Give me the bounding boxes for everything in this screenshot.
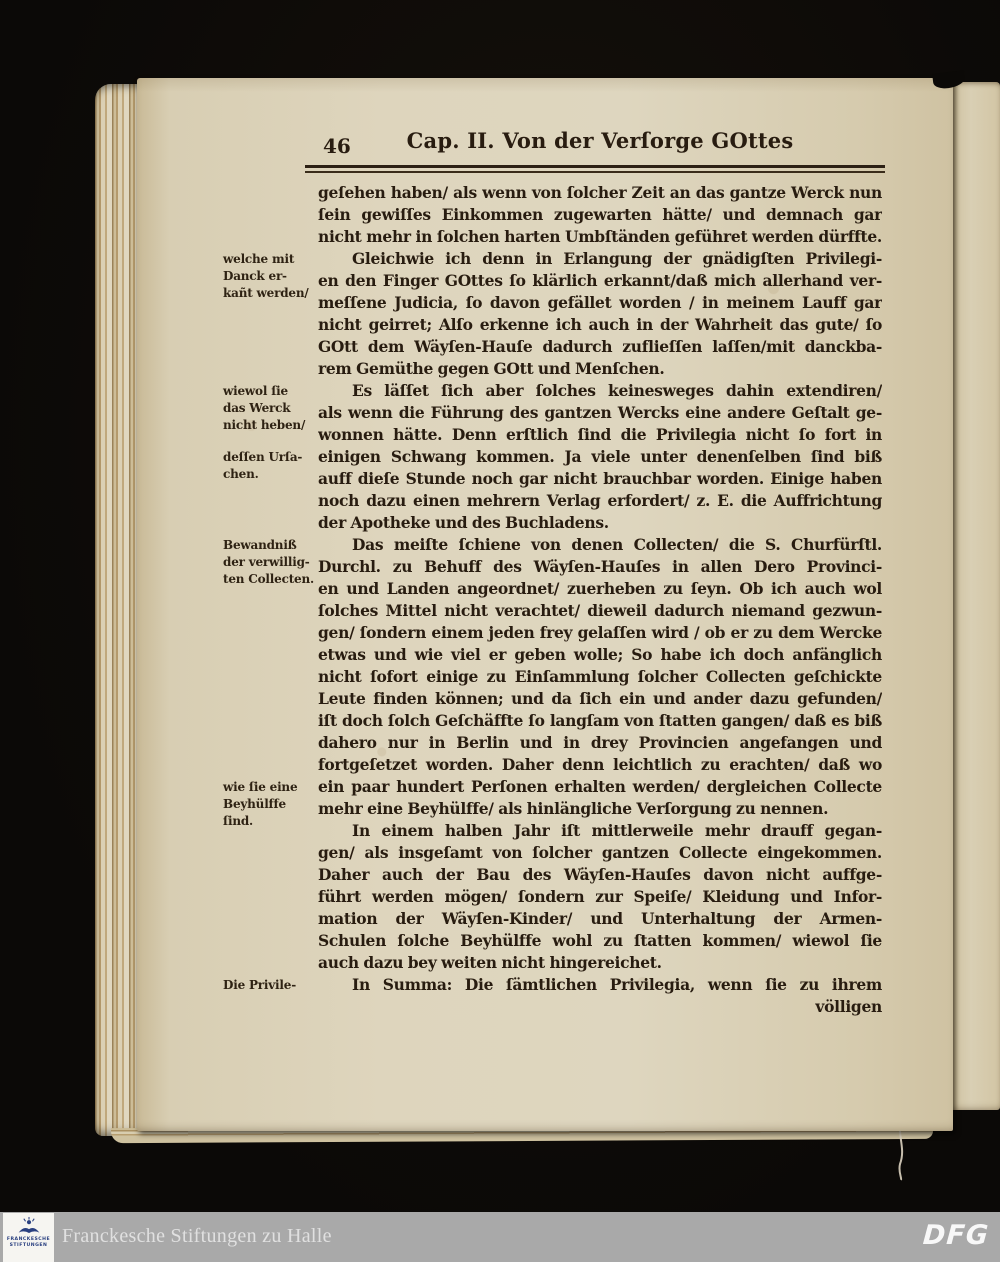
body-line: Gleichwie ich denn in Erlangung der gnädigſten Privilegi-: [352, 249, 882, 268]
institution-name: Franckesche Stiftungen zu Halle: [62, 1225, 332, 1247]
body-line: völligen: [815, 997, 882, 1016]
margin-note: [223, 383, 319, 434]
logo-caption-line2: STIFTUNGEN: [9, 1242, 48, 1248]
body-line: en und Landen angeordnet/ zuerheben zu ſeyn. Ob ich auch wol: [318, 579, 882, 598]
body-line: Es läſſet ſich aber ſolches keinesweges dahin extendiren/: [352, 381, 882, 400]
body-line: en den Finger GOttes ſo klärlich erkannt/daß mich allerhand ver-: [318, 271, 882, 290]
body-line: meſſene Judicia, ſo davon gefället worden / in meinem Lauff gar: [318, 293, 882, 312]
body-line: einigen Schwang kommen. Ja viele unter denenſelben ſind biß: [318, 447, 882, 466]
body-line: fortgeſetzet worden. Daher denn leichtlich zu erachten/ daß wo: [318, 755, 882, 774]
margin-note: [223, 977, 319, 994]
book-page: [137, 78, 953, 1131]
body-line: nicht ſofort einige zu Einſammlung ſolcher Collecten geſchickte: [318, 667, 882, 686]
body-line: GOtt dem Wäyſen-Hauſe dadurch zuflieſſen laſſen/mit danckba-: [318, 337, 882, 356]
body-line: In einem halben Jahr iſt mittlerweile mehr drauff gegan-: [352, 821, 882, 840]
running-header: Cap. II. Von der Verſorge GOttes: [406, 128, 794, 153]
body-line: In Summa: Die ſämtlichen Privilegia, wenn ſie zu ihrem: [352, 975, 882, 994]
margin-note-line: wiewol ſie: [223, 384, 288, 398]
body-line: nicht geirret; Alſo erkenne ich auch in der Wahrheit das gute/ ſo: [318, 315, 882, 334]
margin-note-line: nicht heben/: [223, 418, 306, 432]
body-line: wonnen hätte. Denn erſtlich ſind die Privilegia nicht ſo fort in: [318, 425, 882, 444]
body-line: geſehen haben/ als wenn von ſolcher Zeit an das gantze Werck nun: [318, 183, 882, 202]
margin-note-line: Danck er-: [223, 269, 287, 283]
body-line: gen/ ſondern einem jeden frey gelaſſen wird / ob er zu dem Wercke: [318, 623, 882, 642]
body-line: dahero nur in Berlin und in drey Provincien angefangen und: [318, 733, 882, 752]
body-line: der Apotheke und des Buchladens.: [318, 513, 609, 532]
margin-note-line: das Werck: [223, 401, 291, 415]
margin-note-line: der verwillig-: [223, 555, 310, 569]
margin-note-line: chen.: [223, 467, 259, 481]
footer-bar: [0, 1212, 1000, 1262]
body-line: auff dieſe Stunde noch gar nicht brauchbar worden. Einige haben: [318, 469, 882, 488]
body-line: Daher auch der Bau des Wäyſen-Hauſes davon nicht auffge-: [318, 865, 882, 884]
margin-note-line: deſſen Urſa-: [223, 450, 303, 464]
margin-note-line: kañt werden/: [223, 286, 309, 300]
body-line: Durchl. zu Behuff des Wäyſen-Hauſes in allen Dero Provinci-: [318, 557, 882, 576]
body-line: iſt doch ſolch Geſchäffte ſo langſam von ſtatten gangen/ daß es biß: [318, 711, 882, 730]
body-line: Schulen ſolche Beyhülffe wohl zu ſtatten kommen/ wiewol ſie: [318, 931, 882, 950]
dfg-logo: DFG: [921, 1220, 991, 1251]
body-line: als wenn die Führung des gantzen Wercks eine andere Geſtalt ge-: [318, 403, 882, 422]
margin-note: [223, 449, 319, 483]
body-line: gen/ als insgeſamt von ſolcher gantzen Collecte eingekommen.: [318, 843, 882, 862]
body-line: rem Gemüthe gegen GOtt und Menſchen.: [318, 359, 665, 378]
margin-note-line: ten Collecten.: [223, 572, 314, 586]
margin-note-line: Die Privile-: [223, 978, 296, 992]
book-left-page-edges: [95, 84, 139, 1136]
margin-note: [223, 779, 319, 830]
body-line: auch dazu bey weiten nicht hingereichet.: [318, 953, 662, 972]
book-right-page-fold: [951, 82, 1000, 1110]
page-number: 46: [323, 134, 351, 158]
body-line: mehr eine Beyhülffe/ als hinlängliche Verſorgung zu nennen.: [318, 799, 829, 818]
body-line: noch dazu einen mehrern Verlag erfordert/ z. E. die Auffrichtung: [318, 491, 882, 510]
body-line: mation der Wäyſen-Kinder/ und Unterhaltung der Armen-: [318, 909, 882, 928]
margin-note-line: ſind.: [223, 814, 254, 828]
body-line: Leute finden können; und da ſich ein und ander dazu gefunden/: [318, 689, 882, 708]
margin-note-line: Bewandniß: [223, 538, 297, 552]
logo-caption-line1: FRANCKESCHE: [6, 1237, 51, 1242]
body-line: nicht mehr in ſolchen harten Umbſtänden geführet werden dürffte.: [318, 227, 882, 246]
franckesche-stiftungen-logo: [3, 1213, 54, 1262]
margin-note-line: wie ſie eine: [223, 780, 298, 794]
margin-note: [223, 537, 319, 588]
margin-note-line: Beyhülffe: [223, 797, 286, 811]
body-line: ſolches Mittel nicht verachtet/ dieweil dadurch niemand gezwun-: [318, 601, 882, 620]
body-line: Das meiſte ſchiene von denen Collecten/ die S. Churfürſtl.: [352, 535, 882, 554]
body-line: etwas und wie viel er geben wolle; So habe ich doch anfänglich: [318, 645, 882, 664]
margin-notes: [137, 78, 953, 1131]
body-line: führt werden mögen/ ſondern zur Speiſe/ Kleidung und Infor-: [318, 887, 882, 906]
body-line: ein paar hundert Perſonen erhalten werden/ dergleichen Collecte: [318, 777, 882, 796]
margin-note: [223, 251, 319, 302]
body-line: ſein gewiſſes Einkommen zugewarten hätte/ und demnach gar: [318, 205, 882, 224]
margin-note-line: welche mit: [223, 252, 295, 266]
franckesche-eagle-sun-icon: [16, 1216, 42, 1237]
book-scan: [95, 68, 1000, 1153]
